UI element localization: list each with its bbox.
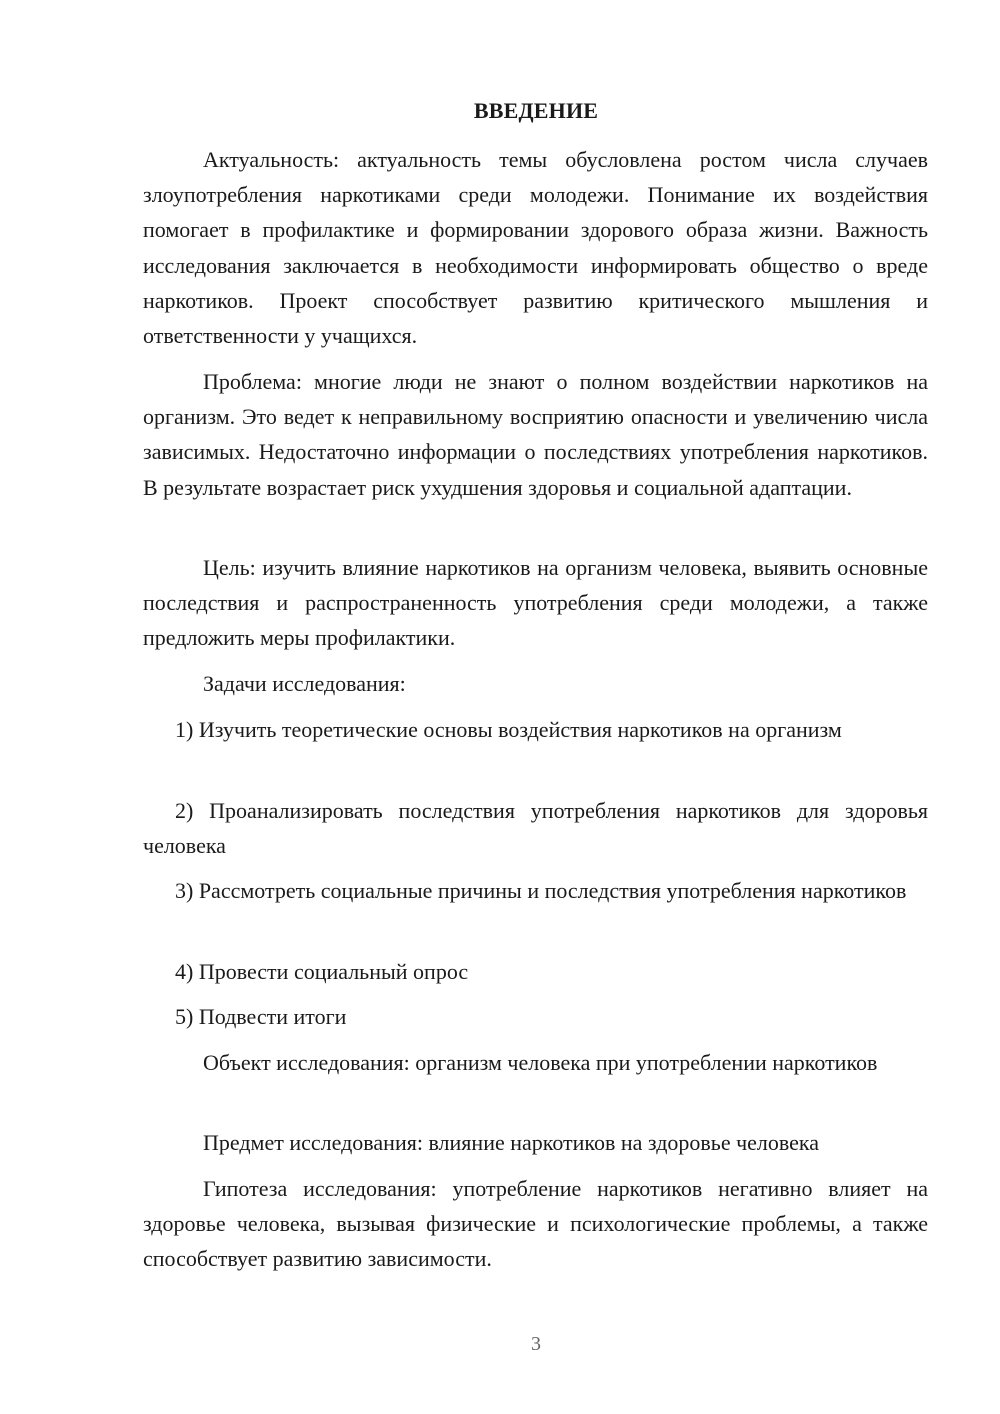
page-number: 3 bbox=[531, 1333, 541, 1355]
subject-paragraph: Предмет исследования: влияние наркотиков на здоровье человека bbox=[203, 1130, 820, 1155]
task-item-2: 2) Проанализировать последствия употребления наркотиков для здоровья человека bbox=[143, 798, 928, 859]
task-item-3: 3) Рассмотреть социальные причины и последствия употребления наркотиков bbox=[175, 878, 907, 903]
task-item-1: 1) Изучить теоретические основы воздействия наркотиков на организм bbox=[175, 717, 842, 742]
hypothesis-paragraph: Гипотеза исследования: употребление наркотиков негативно влияет на здоровье человека, вызывая физические и психологические проблемы, а также способствует развитию зависимости. bbox=[143, 1176, 928, 1272]
page-title: ВВЕДЕНИЕ bbox=[473, 98, 599, 123]
task-item-4: 4) Провести социальный опрос bbox=[175, 959, 469, 984]
object-paragraph: Объект исследования: организм человека при употреблении наркотиков bbox=[203, 1050, 878, 1075]
relevance-paragraph: Актуальность: актуальность темы обусловлена ростом числа случаев злоупотребления наркотиками среди молодежи. Понимание их воздействия помогает в профилактике и формировании здорового образа жизни. Важность исследования заключается в необходимости информировать общество о вреде наркотиков. Проект способствует развитию критического мышления и ответственности у учащихся. bbox=[143, 147, 928, 349]
task-item-5: 5) Подвести итоги bbox=[175, 1004, 347, 1029]
goal-paragraph: Цель: изучить влияние наркотиков на организм человека, выявить основные последствия и распространенность употребления среди молодежи, а также предложить меры профилактики. bbox=[143, 555, 928, 651]
problem-paragraph: Проблема: многие люди не знают о полном воздействии наркотиков на организм. Это ведет к неправильному восприятию опасности и увеличению числа зависимых. Недостаточно информации о последствиях употребления наркотиков. В результате возрастает риск ухудшения здоровья и социальной адаптации. bbox=[143, 369, 928, 500]
tasks-heading: Задачи исследования: bbox=[203, 671, 406, 696]
